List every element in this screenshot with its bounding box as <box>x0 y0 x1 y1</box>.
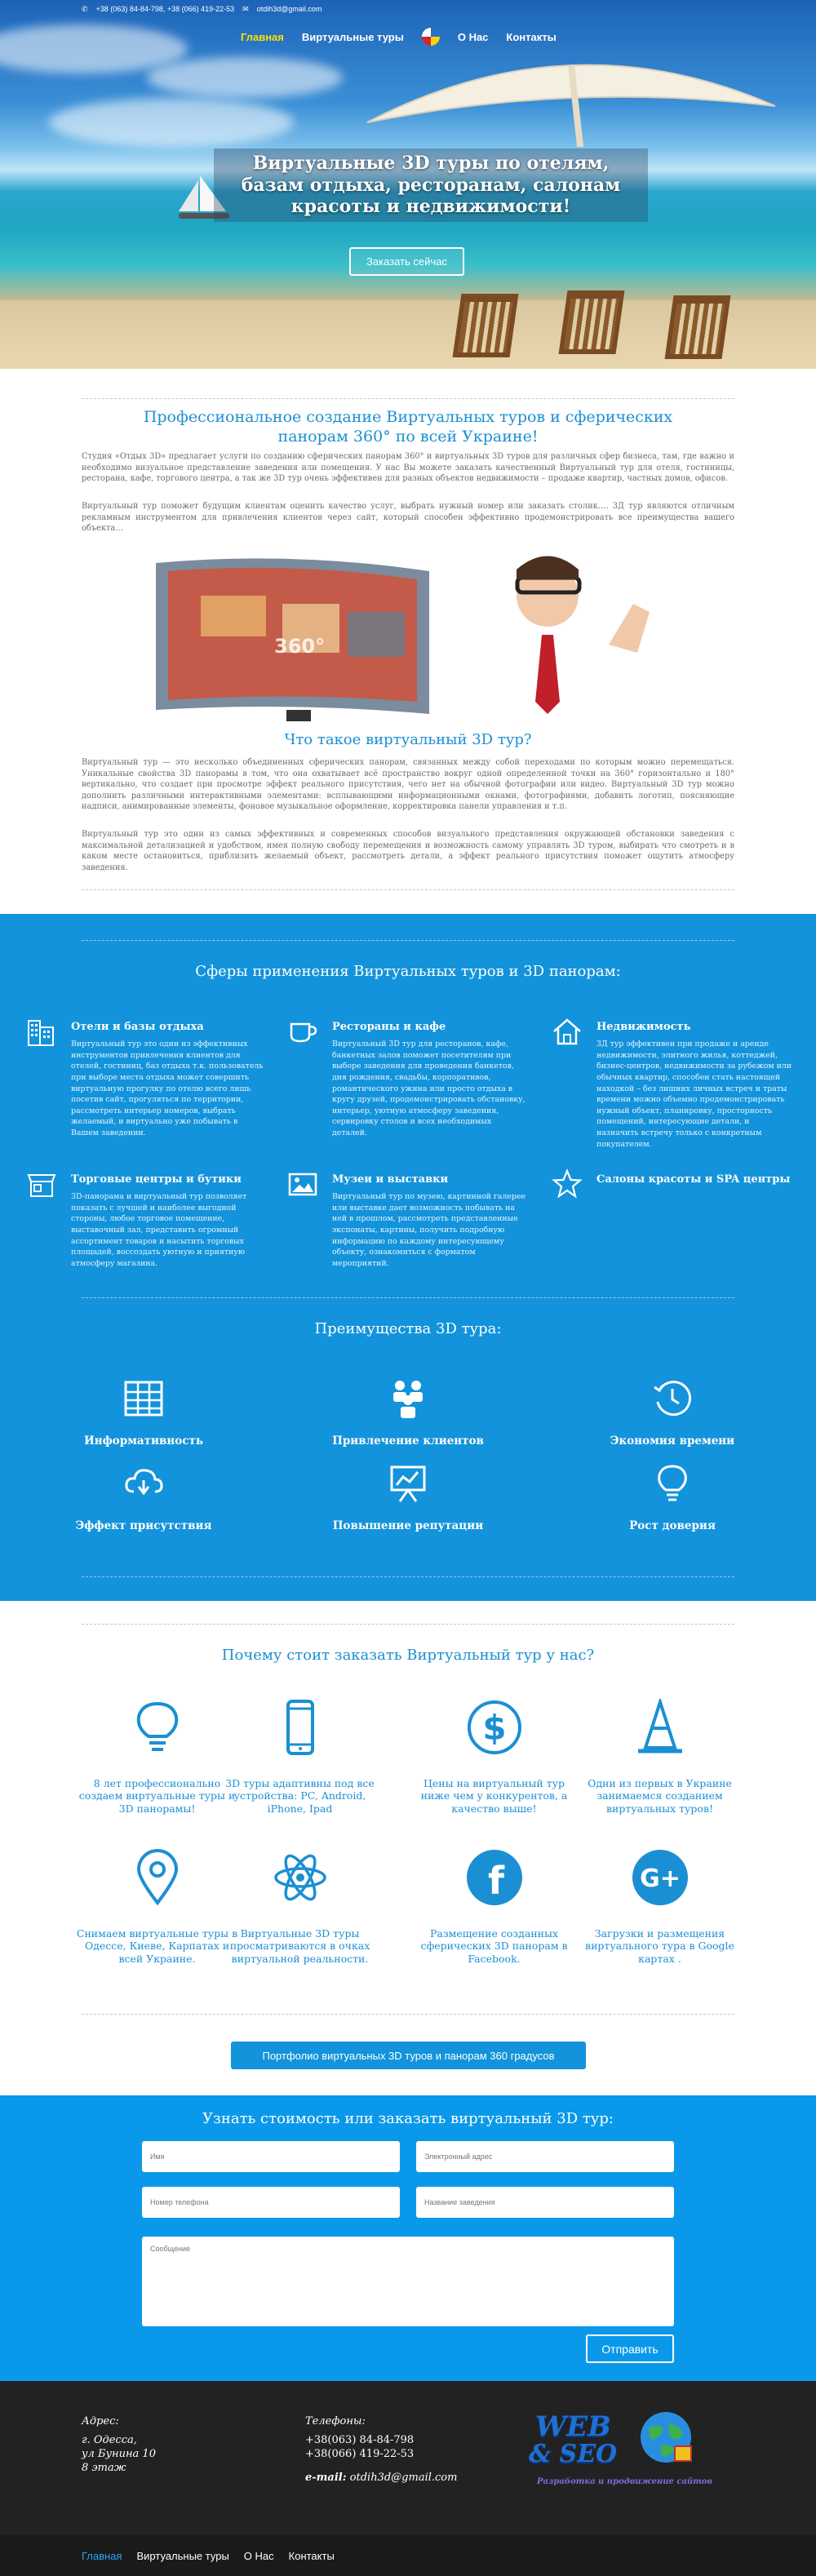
advantage-label: Привлечение клиентов <box>332 1434 484 1448</box>
address-line: г. Одесса, <box>82 2433 137 2446</box>
advantage-save-time <box>574 1377 770 1448</box>
svg-text:f: f <box>487 1859 504 1903</box>
sphere-title: Салоны красоты и SPA центры <box>596 1173 791 1186</box>
what-paragraph-1: Виртуальный тур — это несколько объединенных сферических панорам, связанных между собой переходами по которым можно перемещаться. Уникальные свойства 3D панорамы в том, что она охватывает всё пространство вокруг одной определенной точки на 360° горизонтально и 180° вертикально, что создает при просмотре эффект реального присутствия, чего нет на обычной фотографии или видео. Виртуальный 3D тур можно дополнить различными интерактивными элементами: всплывающими информационными окнами, фотографиями, добавить логотип, поясняющие надписи, анимированные элементы, фоновое музыкальное оформление, корректировка панели управления и т.п. <box>82 758 734 812</box>
svg-text:360°: 360° <box>274 635 326 658</box>
nav-about[interactable]: О Нас <box>457 30 489 43</box>
advantage-label: Повышение репутации <box>332 1519 484 1532</box>
why-text: Загрузки и размещения виртуального тура в Google картах . <box>585 1927 734 1965</box>
sphere-text: Виртуальный тур по музею, картинной галерее или выставке дает возможность побывать на ней в прошлом, рассмотреть представленные экспонаты, картины, получить подробную информацию по каждому интересующему объекту, ознакомиться с форматом мероприятий. <box>332 1192 526 1268</box>
cone-icon <box>632 1699 689 1756</box>
what-paragraph-2: Виртуальный тур это один из самых эффективных и современных способов визуального представления окружающей обстановки заведения с максимальной детализацией и удобством, имея полную свободу перемещения и возможность самому управлять 3D туром, выбирать что смотреть и в каком месте остановиться, приблизить желаемый объект, рассмотреть детали, а эффект реального присутствия поможет ощутить атмосферу заведения. <box>82 830 734 872</box>
building-icon <box>26 1016 57 1047</box>
logo-tagline: Разработка и продвижение сайтов <box>537 2477 713 2486</box>
clock-icon <box>651 1377 694 1420</box>
order-now-button[interactable]: Заказать сейчас <box>349 247 464 276</box>
address-label: Адрес: <box>82 2415 119 2427</box>
mail-icon: ✉ <box>242 4 249 13</box>
nav-contacts[interactable]: Контакты <box>506 30 557 43</box>
cloud-icon <box>122 1462 165 1505</box>
sphere-title: Музеи и выставки <box>332 1173 449 1186</box>
lightbulb-icon <box>129 1699 186 1756</box>
sphere-title: Отели и базы отдыха <box>71 1021 204 1033</box>
portfolio-button[interactable]: Портфолио виртуальных 3D туров и панорам 360 градусов <box>231 2042 586 2069</box>
phone-input[interactable] <box>142 2187 400 2218</box>
why-text: Виртуальные 3D туры просматриваются в очках виртуальной реальности. <box>229 1927 370 1965</box>
divider <box>82 889 734 890</box>
nav-home[interactable]: Главная <box>241 30 284 43</box>
form-title: Узнать стоимость или заказать виртуальный 3D тур: <box>202 2110 614 2127</box>
footer-phones <box>305 2415 457 2485</box>
sphere-title: Торговые центры и бутики <box>71 1173 242 1186</box>
why-text: Цены на виртуальный тур ниже чем у конкурентов, а качество выше! <box>420 1777 568 1815</box>
sphere-title: Недвижимость <box>596 1021 691 1033</box>
why-item-adaptive <box>216 1699 384 1815</box>
message-textarea[interactable] <box>142 2237 674 2326</box>
presentation-icon <box>387 1462 429 1505</box>
sphere-text: Виртуальный 3D тур для ресторанов, кафе, банкетных залов поможет посетителям при выборе заведения для проведения банкетов, дня рождения, свадьбы, корпоративов, романтического ужина или просто отдыха в кругу друзей, продемонстрировать обстановку, интерьер, уютную атмосферу заведения, сервировку столов и всех необходимых деталей. <box>332 1040 526 1137</box>
phones-label: Телефоны: <box>305 2415 366 2427</box>
footer-nav-home[interactable]: Главная <box>82 2549 122 2562</box>
logo-web: WEB <box>535 2410 611 2443</box>
why-text: Размещение созданных сферических 3D панорам в Facebook. <box>420 1927 568 1965</box>
top-contact-bar <box>0 0 816 18</box>
what-title: Что такое виртуальный 3D тур? <box>284 731 532 748</box>
web-seo-logo[interactable] <box>529 2410 713 2492</box>
why-title: Почему стоит заказать Виртуальный тур у нас? <box>221 1647 595 1664</box>
virtual-tour-illustration <box>152 547 666 725</box>
beach-chair <box>453 294 519 357</box>
atom-icon <box>272 1849 329 1906</box>
sphere-real-estate <box>552 1016 796 1149</box>
phone-icon: ✆ <box>82 4 88 13</box>
why-item-facebook <box>410 1849 578 1965</box>
advantage-trust <box>574 1462 770 1532</box>
sphere-shopping <box>26 1168 271 1266</box>
footer-nav-about[interactable]: О Нас <box>243 2549 274 2562</box>
divider <box>82 1624 734 1625</box>
divider <box>82 1576 734 1577</box>
users-icon <box>387 1377 429 1420</box>
sphere-museums <box>287 1168 532 1266</box>
address-line: ул Бунина 10 <box>82 2447 156 2460</box>
intro-paragraph-1: Студия «Отдых 3D» предлагает услуги по созданию сферических панорам 360° и виртуальных 3D туров для различных сфер бизнеса, там, где важно и необходимо визуальное представление заведения или помещения. У нас Вы можете заказать качественный Виртуальный тур для отеля, гостиницы, ресторана, кафе, торгового центра, а так же 3D тур очень эффективен для разных объектов недвижимости – продаже квартир, частных домов, офисов. <box>82 452 734 484</box>
email-input[interactable] <box>416 2141 674 2172</box>
hero-banner <box>0 0 816 369</box>
footer-phone[interactable]: +38(066) 419-22-53 <box>305 2447 415 2460</box>
divider <box>82 398 734 399</box>
facebook-icon <box>466 1849 523 1906</box>
footer-nav-contacts[interactable]: Контакты <box>288 2549 335 2562</box>
sphere-spa <box>552 1168 796 1217</box>
phone-icon <box>272 1699 329 1756</box>
home-icon <box>552 1016 583 1047</box>
sphere-text: 3Д тур эффективен при продаже и аренде недвижимости, элитного жилья, коттеджей, бизнес-центров, недвижимости за рубежом или обычных квартир, способен стать настоящей находкой – без лишних личных встреч и траты времени можно объемно продемонстрировать нужный объект, планировку, просторность помещений, интересующие детали, и назначить встречу только с конкретным покупателем. <box>596 1040 792 1149</box>
advantage-reputation <box>310 1462 506 1532</box>
star-icon <box>552 1168 583 1199</box>
why-item-first <box>576 1699 743 1815</box>
divider <box>82 1297 734 1298</box>
why-item-price <box>410 1699 578 1815</box>
spheres-section <box>0 914 816 1601</box>
main-nav <box>241 28 557 46</box>
sphere-hotels <box>26 1016 271 1138</box>
beach-chair <box>665 295 731 359</box>
footer-address <box>82 2415 156 2476</box>
beach-chair <box>559 290 625 354</box>
email-label: e-mail: <box>305 2471 347 2484</box>
top-phones[interactable]: +38 (063) 84-84-798, +38 (066) 419-22-53 <box>95 5 235 13</box>
location-icon <box>129 1849 186 1906</box>
svg-text:G+: G+ <box>639 1864 681 1893</box>
why-text: 8 лет профессионально создаем виртуальные туры и 3D панорамы! <box>78 1777 236 1815</box>
advantage-attract-clients <box>310 1377 506 1448</box>
cup-icon <box>287 1016 318 1047</box>
nav-virtual-tours[interactable]: Виртуальные туры <box>301 30 404 43</box>
footer-nav-virtual-tours[interactable]: Виртуальные туры <box>136 2549 229 2562</box>
venue-input[interactable] <box>416 2187 674 2218</box>
top-email[interactable]: otdih3d@gmail.com <box>256 5 322 13</box>
lightbulb-icon <box>651 1462 694 1505</box>
why-item-google <box>576 1849 743 1965</box>
why-text: Одни из первых в Украине занимаемся созданием виртуальных туров! <box>588 1777 732 1815</box>
dollar-icon <box>466 1699 523 1756</box>
advantage-label: Экономия времени <box>610 1434 735 1448</box>
why-text: Снимаем виртуальные туры в Одессе, Киеве, Карпатах и всей Украине. <box>76 1927 238 1965</box>
table-icon <box>122 1377 165 1420</box>
submit-button[interactable]: Отправить <box>586 2334 674 2363</box>
hero-title-box <box>214 149 648 222</box>
footer-phone[interactable]: +38(063) 84-84-798 <box>305 2433 415 2446</box>
sphere-text: 3D-панорама и виртуальный тур позволяет показать с лучшей и наиболее выгодной стороны, любое торговое помещение, выставочный зал, представить огромный ассортимент товаров и насытить торговых площадей, воссоздать уютную и приятную атмосферу магазина. <box>71 1192 247 1268</box>
svg-text:$: $ <box>481 1708 507 1748</box>
divider <box>82 2014 734 2015</box>
logo-seo: & SEO <box>529 2440 618 2468</box>
spheres-title: Сферы применения Виртуальных туров и 3D панорам: <box>195 963 621 980</box>
advantage-label: Рост доверия <box>629 1519 716 1532</box>
globe-icon <box>639 2410 693 2464</box>
sphere-restaurants <box>287 1016 532 1138</box>
footer-email[interactable]: otdih3d@gmail.com <box>349 2471 458 2484</box>
advantages-title: Преимущества 3D тура: <box>314 1320 502 1337</box>
advantage-label: Информативность <box>83 1434 204 1448</box>
google-plus-icon <box>632 1849 689 1906</box>
umbrella-illustration <box>359 30 783 147</box>
address-line: 8 этаж <box>82 2461 126 2474</box>
ukraine-flag-icon[interactable] <box>422 28 440 46</box>
intro-title: Профессиональное создание Виртуальных туров и сферических панорам 360° по всей Украине! <box>143 408 673 446</box>
footer-nav <box>0 2535 816 2576</box>
advantage-informativeness <box>46 1377 242 1448</box>
shop-icon <box>26 1168 57 1199</box>
intro-paragraph-2: Виртуальный тур поможет будущим клиентам оценить качество услуг, выбрать нужный номер или заказать столик…. 3Д тур являются отличным рекламным инструментом для привлечения клиентов через сайт, который способен эффективно продемонстрировать все преимущества вашего объекта… <box>82 502 734 534</box>
why-text: 3D туры адаптивны под все устройства: PC, Android, iPhone, Ipad <box>225 1777 375 1815</box>
why-item-vr <box>216 1849 384 1965</box>
advantage-label: Эффект присутствия <box>75 1519 212 1532</box>
picture-icon <box>287 1168 318 1199</box>
name-input[interactable] <box>142 2141 400 2172</box>
sphere-text: Виртуальный тур это один из эффективных инструментов привлечения клиентов для отелей, гостиниц, баз отдыха т.к. пользователь при выборе места отдыха может совершить виртуальную прогулку по отелю всего лишь посетив сайт, прогуляться по территории, рассмотреть интерьер номеров, выбрать желаемый, и виртуально уже побывать в Вашем заведении. <box>71 1040 264 1137</box>
advantage-presence <box>46 1462 242 1532</box>
hero-title: Виртуальные 3D туры по отелям, базам отдыха, ресторанам, салонам красоты и недвижимости! <box>241 153 621 218</box>
divider <box>82 940 734 941</box>
sphere-title: Рестораны и кафе <box>332 1021 446 1033</box>
